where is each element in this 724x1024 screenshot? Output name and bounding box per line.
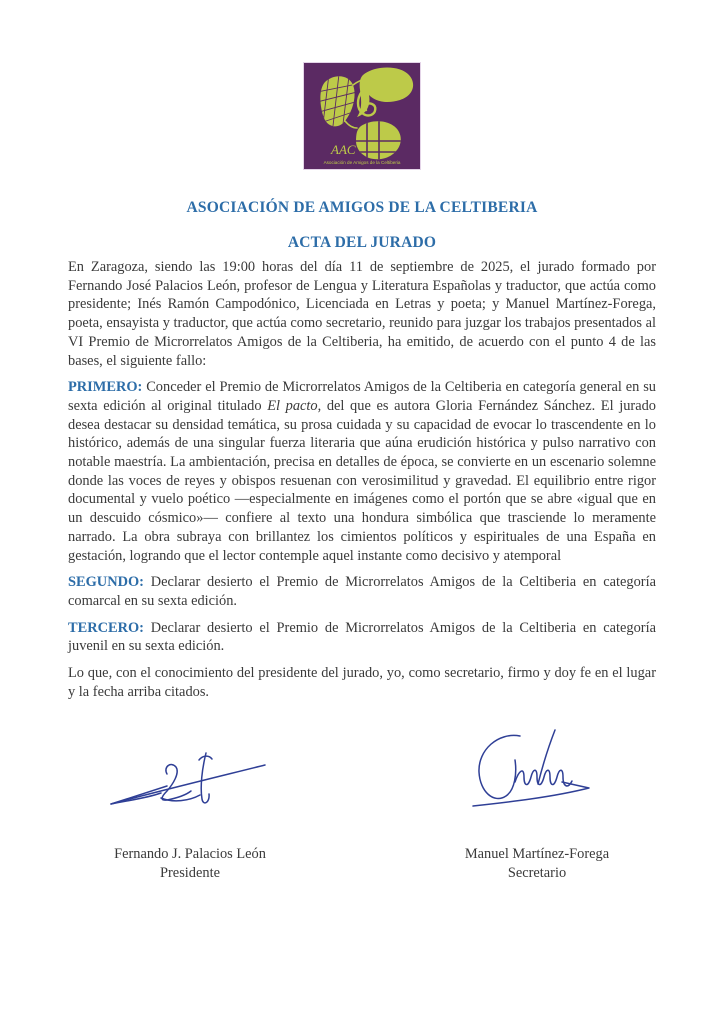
closing-text: Lo que, con el conocimiento del presidente del jurado, yo, como secretario, firmo y doy fe en el lugar y la fecha arriba citados. bbox=[68, 665, 656, 700]
president-sign-block bbox=[85, 845, 295, 882]
association-title: ASOCIACIÓN DE AMIGOS DE LA CELTIBERIA bbox=[186, 199, 538, 216]
segundo-paragraph bbox=[68, 573, 656, 610]
secretary-signature-icon bbox=[458, 724, 608, 818]
document-subtitle: ACTA DEL JURADO bbox=[287, 234, 437, 251]
secretary-signature bbox=[458, 724, 608, 818]
segundo-text: Declarar desierto el Premio de Microrrelatos Amigos de la Celtiberia en categoría comarcal en su sexta edición. bbox=[68, 574, 656, 609]
tercero-text: Declarar desierto el Premio de Microrrelatos Amigos de la Celtiberia en categoría juvenil en su sexta edición. bbox=[68, 619, 656, 655]
primero-label: PRIMERO: bbox=[68, 379, 143, 396]
intro-text: En Zaragoza, siendo las 19:00 horas del día 11 de septiembre de 2025, el jurado formado por Fernando José Palacios León, profesor de Lengua y Literatura Españolas y traductor, que actúa como presidente; Inés Ramón Campodónico, Licenciada en Letras y poeta; y Manuel Martínez-Forega, poeta, ensayista y traductor, que actúa como secretario, reunido para juzgar los trabajos presentados al VI Premio de Microrrelatos Amigos de la Celtiberia, ha emitido, de acuerdo con el punto 4 de las bases, el siguiente fallo: bbox=[68, 259, 657, 369]
secretary-name: Manuel Martínez-Forega bbox=[464, 846, 610, 862]
primero-text-1: Conceder el Premio de Microrrelatos Amigos de la Celtiberia en categoría general en su sexta edición al original titulado bbox=[68, 379, 656, 414]
association-logo bbox=[303, 62, 421, 170]
intro-paragraph bbox=[68, 258, 656, 370]
closing-paragraph bbox=[68, 664, 656, 701]
president-signature bbox=[103, 740, 271, 822]
secretary-sign-block bbox=[432, 845, 642, 882]
secretary-role: Secretario bbox=[507, 864, 567, 881]
primero-paragraph bbox=[68, 378, 656, 565]
tercero-paragraph bbox=[68, 619, 656, 656]
logo-tagline-text: Asociación de Amigos de la Celtiberia bbox=[323, 160, 401, 165]
president-role: Presidente bbox=[160, 864, 220, 881]
segundo-label: SEGUNDO: bbox=[68, 574, 144, 591]
tercero-label: TERCERO: bbox=[68, 619, 144, 636]
celtiberia-triskelion-logo-icon bbox=[303, 62, 421, 170]
document-body bbox=[68, 258, 656, 709]
president-signature-icon bbox=[103, 740, 271, 822]
president-name: Fernando J. Palacios León bbox=[114, 846, 266, 862]
logo-acronym-text: AAC bbox=[331, 142, 356, 157]
awarded-work-title: El pacto bbox=[267, 397, 318, 414]
primero-text-2: , del que es autora Gloria Fernández Sánchez. El jurado desea destacar su densidad temática, su prosa cuidada y su capacidad de evocar lo trascendente en lo histórico, además de una singular fuerza literaria que aúna erudición histórica y pulso narrativo con notable maestría. La ambientación, precisa en detalles de época, se convierte en un escenario solemne donde las voces de reyes y obispos resuenan con verosimilitud y gravedad. El equilibrio entre rigor documental y vuelo poético —especialmente en imágenes como el portón que se abre «igual que en un descuido cósmico»— confiere al texto una hondura simbólica que trasciende lo meramente narrado. La obra subraya con brillantez los cimientos políticos y espirituales de una España en gestación, logrando que el lector contemple aquel instante como decisivo y atemporal bbox=[68, 397, 656, 564]
